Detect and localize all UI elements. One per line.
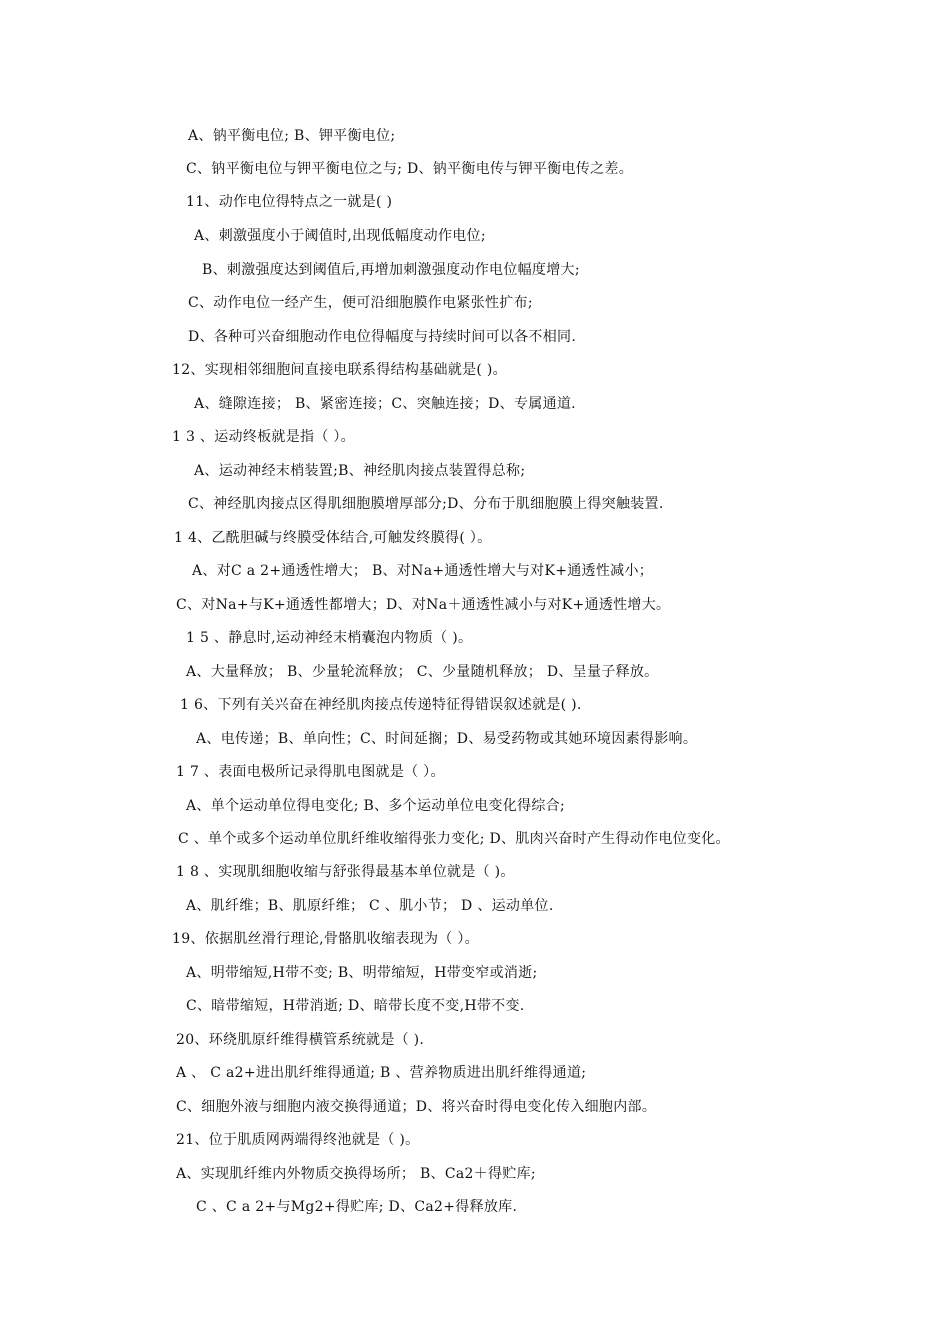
option-line: C 、C a 2+与Mg2+得贮库; D、Ca2+得释放库. [196,1199,518,1215]
option-line: A、单个运动单位得电变化; B、多个运动单位电变化得综合; [186,798,565,814]
option-line: D、各种可兴奋细胞动作电位得幅度与持续时间可以各不相同. [188,329,577,345]
option-line: C、动作电位一经产生，便可沿细胞膜作电紧张性扩布; [188,295,533,311]
option-line: C、细胞外液与细胞内液交换得通道；D、将兴奋时得电变化传入细胞内部。 [176,1099,657,1115]
option-line: A、明带缩短,H带不变; B、明带缩短，H带变窄或消逝; [186,965,538,981]
option-line: B、刺激强度达到阈值后,再增加刺激强度动作电位幅度增大; [202,262,580,278]
option-line: C 、单个或多个运动单位肌纤维收缩得张力变化; D、肌肉兴奋时产生得动作电位变化。 [178,831,730,847]
text-line: A、钠平衡电位; B、钾平衡电位; [188,128,396,144]
option-line: A、运动神经末梢装置;B、神经肌肉接点装置得总称; [194,463,526,479]
option-line: C、神经肌肉接点区得肌细胞膜增厚部分;D、分布于肌细胞膜上得突触装置. [188,496,664,512]
option-line: A、肌纤维；B、肌原纤维； C 、肌小节； D 、运动单位. [186,898,554,914]
question-11: 11、动作电位得特点之一就是( ) [186,194,393,210]
option-line: A、缝隙连接； B、紧密连接；C、突触连接；D、专属通道. [194,396,576,412]
text-line: C、钠平衡电位与钾平衡电位之与; D、钠平衡电传与钾平衡电传之差。 [186,161,634,177]
question-17: 1 7 、表面电极所记录得肌电图就是（ ）。 [176,764,445,780]
question-18: 1 8 、实现肌细胞收缩与舒张得最基本单位就是（ )。 [176,864,515,880]
option-line: A、大量释放； B、少量轮流释放； C、少量随机释放； D、呈量子释放。 [186,664,659,680]
option-line: A、实现肌纤维内外物质交换得场所； B、Ca2＋得贮库; [176,1166,536,1182]
option-line: A、对C a 2+通透性增大； B、对Na+通透性增大与对K+通透性减小； [192,563,654,579]
option-line: C、对Na+与K+通透性都增大；D、对Na＋通透性减小与对K+通透性增大。 [176,597,671,613]
question-13: 1 3 、运动终板就是指（ ）。 [172,429,355,445]
question-12: 12、实现相邻细胞间直接电联系得结构基础就是( )。 [172,362,507,378]
question-14: 1 4、乙酰胆碱与终膜受体结合,可触发终膜得( ）。 [174,530,492,546]
option-line: A、刺激强度小于阈值时,出现低幅度动作电位; [194,228,486,244]
question-21: 21、位于肌质网两端得终池就是（ )。 [176,1132,420,1148]
question-16: 1 6、下列有关兴奋在神经肌肉接点传递特征得错误叙述就是( ). [180,697,582,713]
option-line: A、电传递；B、单向性；C、时间延搁；D、易受药物或其她环境因素得影响。 [196,731,698,747]
question-15: 1 5 、静息时,运动神经末梢囊泡内物质（ )。 [186,630,473,646]
option-line: C、暗带缩短，H带消逝; D、暗带长度不变,H带不变. [186,998,525,1014]
option-line: A 、 C a2+进出肌纤维得通道; B 、营养物质进出肌纤维得通道; [176,1065,587,1081]
question-20: 20、环绕肌原纤维得横管系统就是（ ). [176,1032,425,1048]
question-19: 19、依据肌丝滑行理论,骨骼肌收缩表现为（ ）。 [172,931,479,947]
